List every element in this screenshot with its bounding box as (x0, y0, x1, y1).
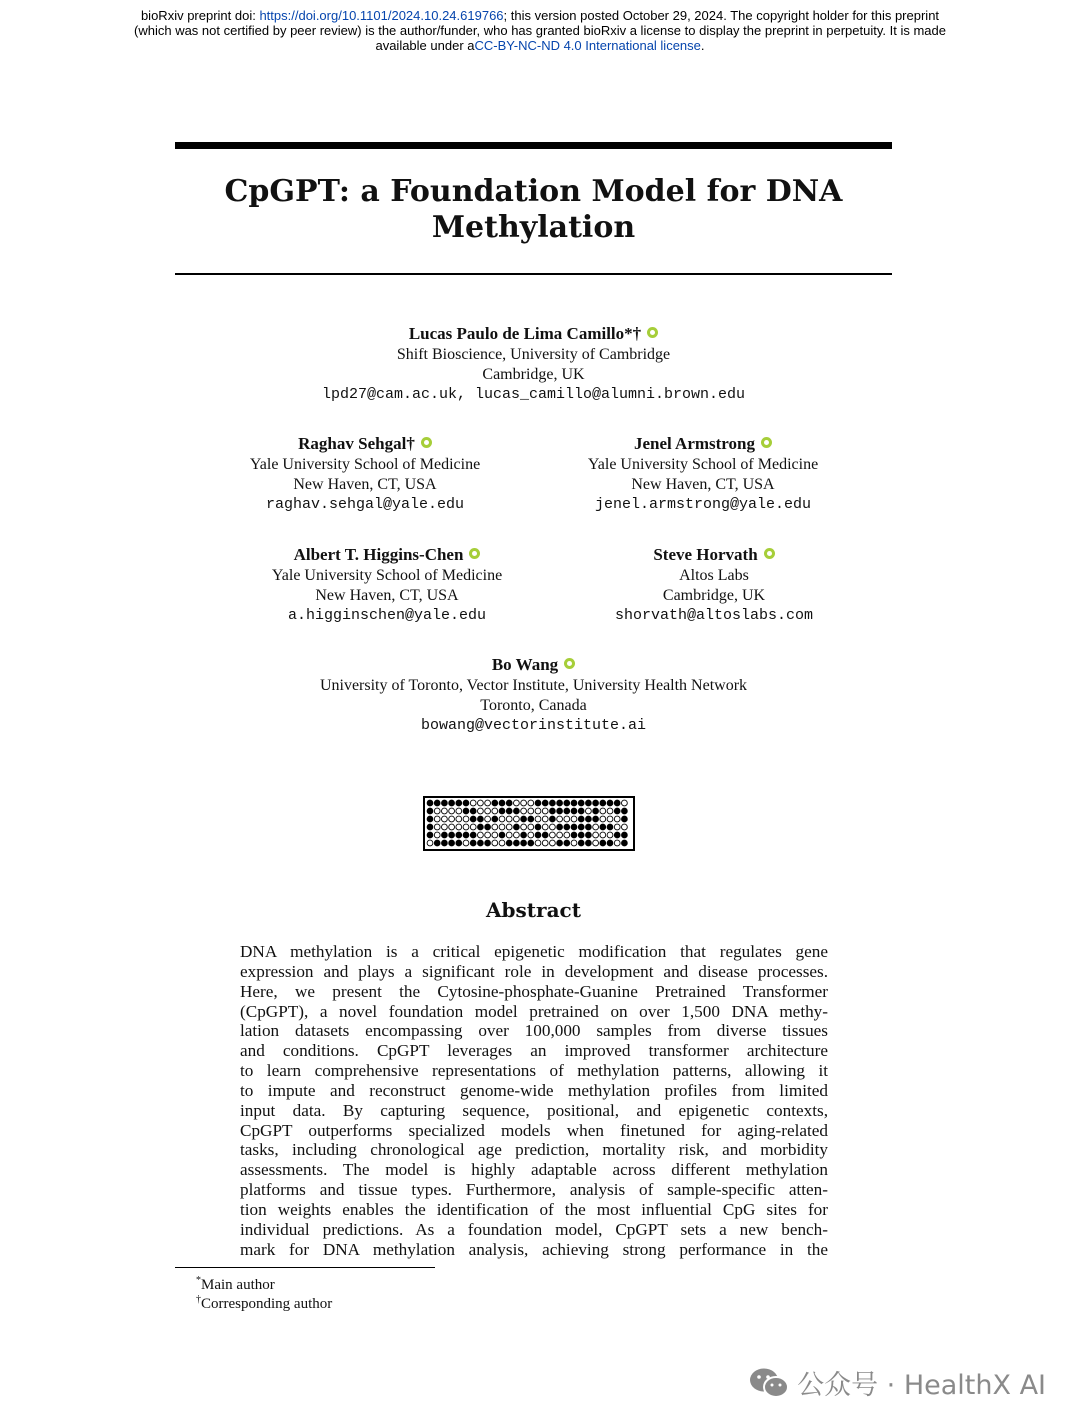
author-name: Raghav Sehgal† (298, 434, 415, 453)
wechat-icon (749, 1367, 789, 1399)
methylation-dot-grid-icon (425, 798, 633, 849)
title-bottom-rule (175, 273, 892, 275)
author-affiliation: Yale University School of Medicine (271, 567, 503, 584)
abstract-line: and conditions. CpGPT leverages an improved transformer architecture (240, 1041, 828, 1061)
abstract-line: tasks, including chronological age prediction, mortality risk, and morbidity (240, 1140, 828, 1160)
abstract-heading: Abstract (486, 898, 581, 922)
author-name: Lucas Paulo de Lima Camillo*† (408, 324, 642, 343)
author-block (175, 324, 892, 405)
footnote-main-author: *Main author (196, 1275, 275, 1293)
author-name: Albert T. Higgins-Chen (293, 545, 464, 564)
author-location: New Haven, CT, USA (293, 476, 437, 493)
orcid-icon[interactable] (761, 437, 772, 448)
author-affiliation: Yale University School of Medicine (587, 456, 819, 473)
author-email[interactable]: raghav.sehgal@yale.edu (265, 496, 465, 513)
footnote-corresponding-author: †Corresponding author (196, 1294, 333, 1312)
abstract-line: mark for DNA methylation analysis, achieving strong performance in the (240, 1239, 828, 1259)
orcid-icon[interactable] (564, 658, 575, 669)
author-affiliation: Altos Labs (679, 567, 749, 584)
orcid-icon[interactable] (421, 437, 432, 448)
abstract-line: Here, we present the Cytosine-phosphate-Guanine Pretrained Transformer (240, 981, 828, 1001)
preprint-notice-line2: (which was not certified by peer review) is the author/funder, who has granted bioRxiv a license to display the preprint in perpetuity. It is made (134, 23, 946, 38)
author-block (175, 655, 892, 736)
preprint-notice-line1: bioRxiv preprint doi: https://doi.org/10.1101/2024.10.24.619766; this version posted October 29, 2024. The copyright holder for this preprint (140, 8, 940, 23)
doi-link[interactable]: https://doi.org/10.1101/2024.10.24.619766 (259, 8, 504, 23)
abstract-line: platforms and tissue types. Furthermore, analysis of sample-specific atten- (240, 1180, 828, 1200)
watermark (749, 1363, 1046, 1402)
abstract-body (240, 942, 828, 1260)
license-link[interactable]: CC-BY-NC-ND 4.0 International license (474, 38, 701, 53)
author-email[interactable]: bowang@vectorinstitute.ai (420, 717, 647, 734)
author-location: Cambridge, UK (662, 587, 766, 604)
abstract-line: individual predictions. As a foundation model, CpGPT sets a new bench- (240, 1219, 828, 1239)
author-email[interactable]: a.higginschen@yale.edu (287, 607, 487, 624)
abstract-line: (CpGPT), a novel foundation model pretrained on over 1,500 DNA methy- (240, 1001, 828, 1021)
author-name: Steve Horvath (653, 545, 758, 564)
abstract-line: input data. By capturing sequence, positional, and epigenetic contexts, (240, 1100, 828, 1120)
orcid-icon[interactable] (647, 327, 658, 338)
author-affiliation: University of Toronto, Vector Institute, University Health Network (319, 677, 748, 694)
author-location: New Haven, CT, USA (631, 476, 775, 493)
author-email[interactable]: jenel.armstrong@yale.edu (594, 496, 812, 513)
author-block (205, 434, 525, 515)
author-block (543, 434, 863, 515)
preprint-notice-line3: available under aCC-BY-NC-ND 4.0 International license. (375, 38, 705, 53)
abstract-line: to learn comprehensive representations of methylation patterns, allowing it (240, 1061, 828, 1081)
author-block (227, 545, 547, 626)
author-name: Jenel Armstrong (633, 434, 756, 453)
author-email[interactable]: lpd27@cam.ac.uk, lucas_camillo@alumni.brown.edu (321, 386, 746, 403)
orcid-icon[interactable] (469, 548, 480, 559)
abstract-line: assessments. The model is highly adaptable across different methylation (240, 1160, 828, 1180)
author-affiliation: Shift Bioscience, University of Cambridge (396, 346, 671, 363)
abstract-line: DNA methylation is a critical epigenetic modification that regulates gene (240, 942, 828, 961)
abstract-line: expression and plays a significant role in development and disease processes. (240, 961, 828, 981)
footnote-rule (175, 1267, 435, 1268)
abstract-line: lation datasets encompassing over 100,000 samples from diverse tissues (240, 1021, 828, 1041)
author-location: New Haven, CT, USA (315, 587, 459, 604)
author-location: Cambridge, UK (482, 366, 585, 383)
abstract-line: tion weights enables the identification of the most influential CpG sites for (240, 1199, 828, 1219)
author-name: Bo Wang (491, 655, 559, 674)
paper-title: CpGPT: a Foundation Model for DNA Methylation (224, 174, 843, 245)
methylation-logo (423, 796, 635, 851)
watermark-text: 公众号 · HealthX AI (797, 1370, 1046, 1401)
author-email[interactable]: shorvath@altoslabs.com (614, 607, 814, 624)
abstract-line: CpGPT outperforms specialized models when finetuned for aging-related (240, 1120, 828, 1140)
author-location: Toronto, Canada (480, 697, 587, 714)
abstract-line: to impute and reconstruct genome-wide methylation profiles from limited (240, 1080, 828, 1100)
orcid-icon[interactable] (764, 548, 775, 559)
title-top-rule (175, 142, 892, 149)
preprint-notice (0, 8, 1080, 53)
author-block (554, 545, 874, 626)
author-affiliation: Yale University School of Medicine (249, 456, 481, 473)
